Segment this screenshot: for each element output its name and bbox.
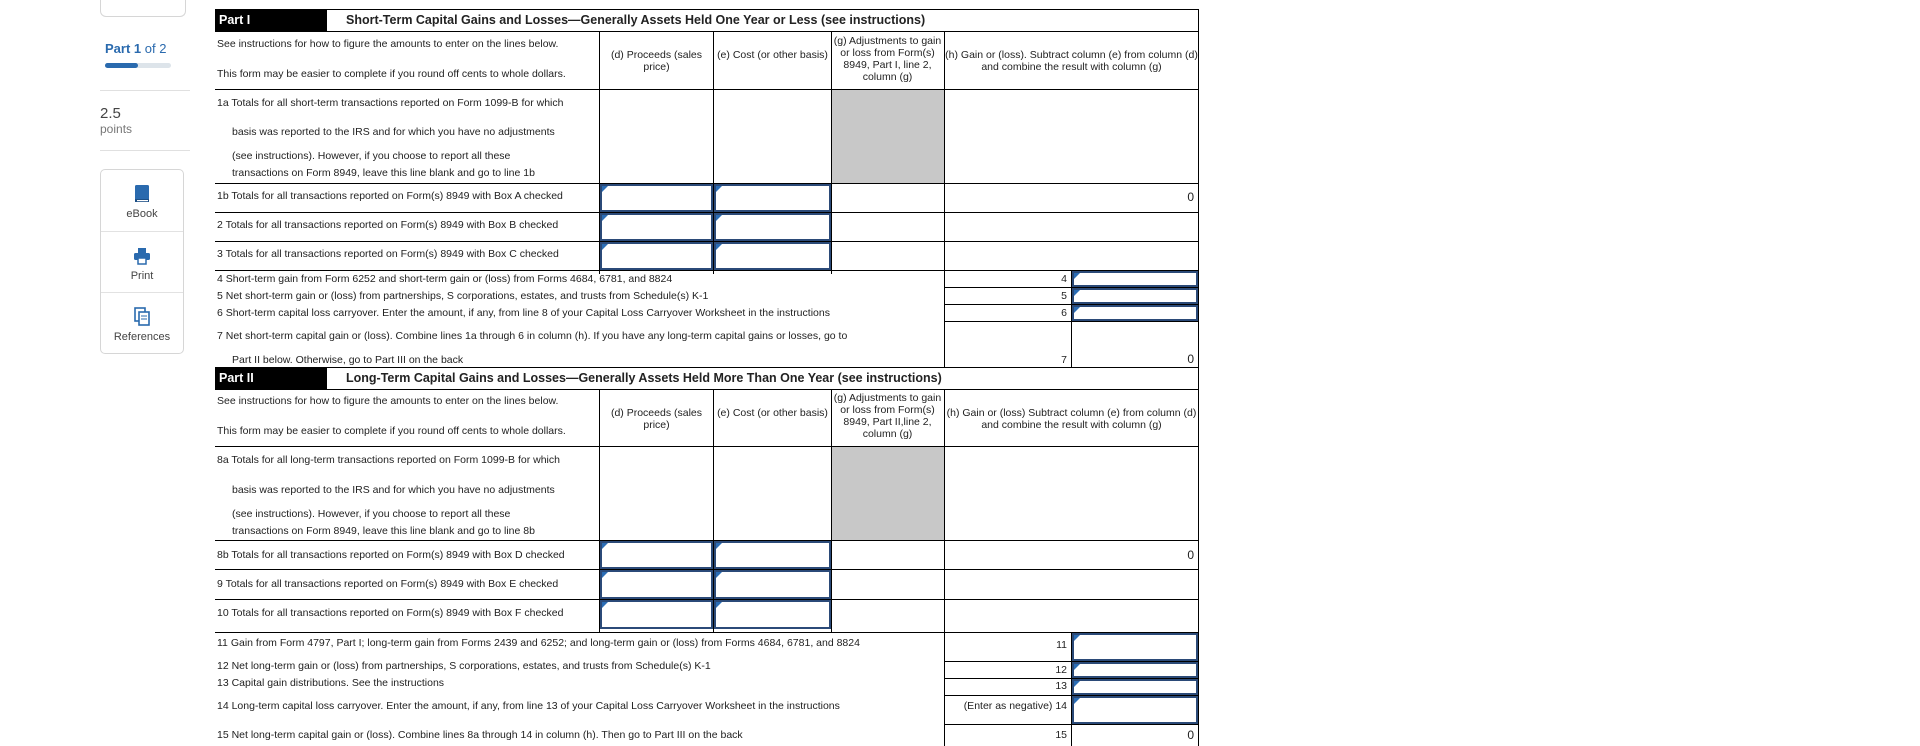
line-1b-text: 1b Totals for all transactions reported on Form(s) 8949 with Box A checked <box>217 190 563 202</box>
part-indicator <box>105 41 166 56</box>
part2-col-g-header: (g) Adjustments to gain or loss from Form(s) 8949, Part II,line 2, column (g) <box>833 392 942 440</box>
part2-intro-1: See instructions for how to figure the amounts to enter on the lines below. <box>217 395 559 407</box>
sidebar-divider <box>100 90 190 91</box>
line-1a-shaded-cell <box>832 90 944 183</box>
line-15-text: 15 Net long-term capital gain or (loss). Combine lines 8a through 14 in column (h). Then go to Part III on the back <box>217 729 743 741</box>
part-prefix: Part <box>105 41 131 56</box>
line-9-cost-input[interactable] <box>714 570 831 599</box>
part-progress-fill <box>105 63 138 68</box>
sidebar-divider <box>100 150 190 151</box>
line-2-text: 2 Totals for all transactions reported on Form(s) 8949 with Box B checked <box>217 219 559 231</box>
line-13-text: 13 Capital gain distributions. See the instructions <box>217 677 445 689</box>
part2-intro-2: This form may be easier to complete if you round off cents to whole dollars. <box>217 425 566 437</box>
part2-label: Part II <box>215 368 327 389</box>
ebook-label: eBook <box>126 208 158 220</box>
points-value: 2.5 <box>100 105 121 122</box>
line-5-text: 5 Net short-term gain or (loss) from partnerships, S corporations, estates, and trusts from Schedule(s) K-1 <box>217 290 709 302</box>
line-9-text: 9 Totals for all transactions reported on Form(s) 8949 with Box E checked <box>217 578 559 590</box>
part1-label: Part I <box>215 10 327 31</box>
line-15-number: 15 <box>1055 729 1067 741</box>
references-label: References <box>113 331 171 343</box>
line-10-cost-input[interactable] <box>714 600 831 629</box>
line-8a-text-1: 8a Totals for all long-term transactions reported on Form 1099-B for which <box>217 454 560 466</box>
line-1a-text-2: basis was reported to the IRS and for which you have no adjustments <box>232 126 555 138</box>
line-14-gain-input[interactable] <box>1072 696 1198 724</box>
line-1b-gain-value: 0 <box>1187 190 1194 204</box>
part1-intro-2: This form may be easier to complete if you round off cents to whole dollars. <box>217 68 566 80</box>
part1-intro-1: See instructions for how to figure the amounts to enter on the lines below. <box>217 38 559 50</box>
line-8a-shaded-cell <box>832 447 944 540</box>
part-of: of 2 <box>144 41 167 56</box>
print-button[interactable] <box>101 231 183 293</box>
line-12-text: 12 Net long-term gain or (loss) from partnerships, S corporations, estates, and trusts from Schedule(s) K-1 <box>217 660 711 672</box>
line-10-proceeds-input[interactable] <box>600 600 713 629</box>
printer-icon <box>133 246 151 266</box>
line-14-number: (Enter as negative) 14 <box>963 700 1067 712</box>
line-1a-text-1: 1a Totals for all short-term transactions reported on Form 1099-B for which <box>217 97 564 109</box>
line-11-number: 11 <box>1056 639 1067 651</box>
line-1b-cost-input[interactable] <box>714 184 831 212</box>
line-4-text: 4 Short-term gain from Form 6252 and short-term gain or (loss) from Forms 4684, 6781, and 8824 <box>217 273 673 285</box>
line-7-gain-value: 0 <box>1187 352 1194 366</box>
part1-title: Short-Term Capital Gains and Losses—Generally Assets Held One Year or Less (see instructions) <box>346 13 926 27</box>
line-4-gain-input[interactable] <box>1072 271 1198 287</box>
sidebar-top-box <box>100 0 186 17</box>
part2-col-e-header: (e) Cost (or other basis) <box>717 407 828 419</box>
part-current: 1 <box>133 41 142 56</box>
line-8b-gain-value: 0 <box>1187 548 1194 562</box>
part2-header <box>215 368 1198 389</box>
print-label: Print <box>130 270 154 282</box>
line-12-number: 12 <box>1055 664 1067 676</box>
part1-col-h-header: (h) Gain or (loss). Subtract column (e) from column (d) and combine the result with column (g) <box>945 49 1198 73</box>
line-7-number: 7 <box>1061 354 1067 366</box>
line-1b-proceeds-input[interactable] <box>600 184 713 212</box>
line-2-proceeds-input[interactable] <box>600 213 713 241</box>
line-1a-text-4: transactions on Form 8949, leave this line blank and go to line 1b <box>232 167 535 179</box>
points-label: points <box>100 122 133 136</box>
line-8b-cost-input[interactable] <box>714 541 831 569</box>
line-9-proceeds-input[interactable] <box>600 570 713 599</box>
line-2-cost-input[interactable] <box>714 213 831 241</box>
line-12-gain-input[interactable] <box>1072 662 1198 678</box>
line-3-cost-input[interactable] <box>714 242 831 270</box>
line-3-proceeds-input[interactable] <box>600 242 713 270</box>
line-8b-text: 8b Totals for all transactions reported on Form(s) 8949 with Box D checked <box>217 549 565 561</box>
documents-icon <box>133 307 151 327</box>
line-1a-text-3: (see instructions). However, if you choose to report all these <box>232 150 511 162</box>
line-5-number: 5 <box>1061 290 1067 302</box>
line-3-text: 3 Totals for all transactions reported on Form(s) 8949 with Box C checked <box>217 248 559 260</box>
tools-panel <box>100 169 184 354</box>
line-11-gain-input[interactable] <box>1072 633 1198 661</box>
part-progress-bar <box>105 63 171 68</box>
line-7-text-1: 7 Net short-term capital gain or (loss). Combine lines 1a through 6 in column (h). If you have any long-term capital gains or losses, go to <box>217 330 848 342</box>
ebook-button[interactable] <box>101 170 183 231</box>
part1-col-e-header: (e) Cost (or other basis) <box>717 49 828 61</box>
part2-col-h-header: (h) Gain or (loss) Subtract column (e) from column (d) and combine the result with column (g) <box>946 407 1197 431</box>
line-5-gain-input[interactable] <box>1072 288 1198 304</box>
line-11-text: 11 Gain from Form 4797, Part I; long-term gain from Forms 2439 and 6252; and long-term gain or (loss) from Forms 4684, 6781, and 8824 <box>217 637 860 649</box>
part1-col-d-header: (d) Proceeds (sales price) <box>610 49 703 73</box>
part1-header <box>215 10 1198 31</box>
line-13-gain-input[interactable] <box>1072 679 1198 695</box>
line-4-number: 4 <box>1061 273 1067 285</box>
line-6-gain-input[interactable] <box>1072 305 1198 321</box>
line-6-text: 6 Short-term capital loss carryover. Enter the amount, if any, from line 8 of your Capital Loss Carryover Worksheet in the instructions <box>217 307 830 319</box>
line-15-gain-value: 0 <box>1187 728 1194 742</box>
part2-col-d-header: (d) Proceeds (sales price) <box>610 407 703 431</box>
line-8a-text-3: (see instructions). However, if you choose to report all these <box>232 508 511 520</box>
line-8a-text-2: basis was reported to the IRS and for which you have no adjustments <box>232 484 555 496</box>
line-14-text: 14 Long-term capital loss carryover. Enter the amount, if any, from line 13 of your Capital Loss Carryover Worksheet in the instructions <box>217 700 840 712</box>
line-13-number: 13 <box>1055 680 1067 692</box>
line-6-number: 6 <box>1061 307 1067 319</box>
part1-col-g-header: (g) Adjustments to gain or loss from Form(s) 8949, Part I, line 2, column (g) <box>833 35 942 83</box>
line-8b-proceeds-input[interactable] <box>600 541 713 569</box>
line-10-text: 10 Totals for all transactions reported on Form(s) 8949 with Box F checked <box>217 607 564 619</box>
references-button[interactable] <box>101 292 183 354</box>
book-icon <box>133 184 151 204</box>
part2-title: Long-Term Capital Gains and Losses—Generally Assets Held More Than One Year (see instructions) <box>346 371 942 385</box>
line-7-text-2: Part II below. Otherwise, go to Part III on the back <box>232 354 464 366</box>
line-8a-text-4: transactions on Form 8949, leave this line blank and go to line 8b <box>232 525 535 537</box>
